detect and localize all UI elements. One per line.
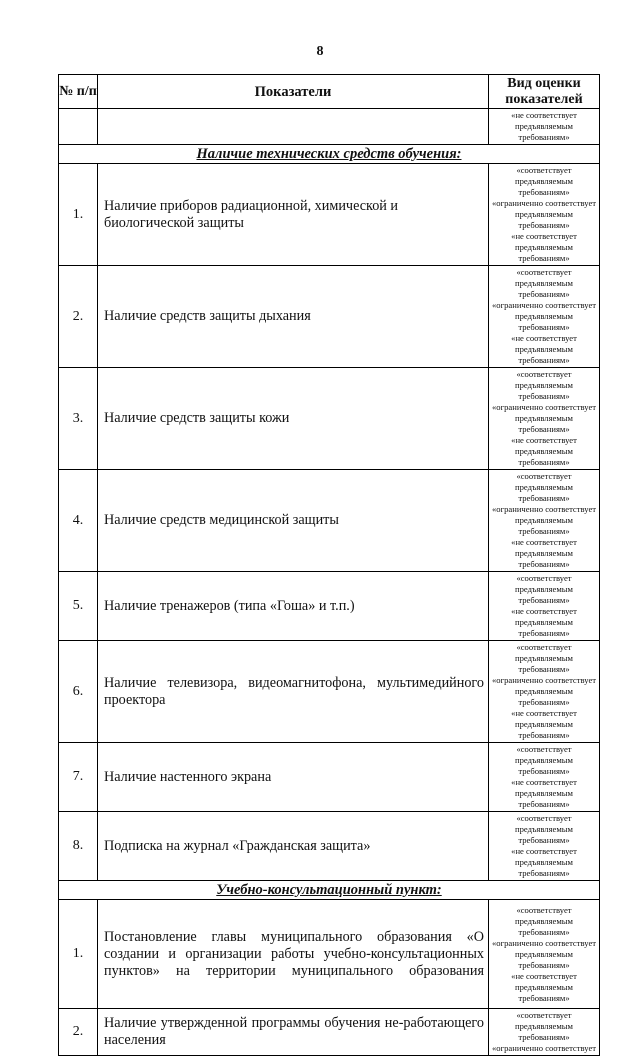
eval-line: требованиям»	[518, 253, 570, 263]
eval-line: «не соответствует предъявляемым	[511, 708, 577, 729]
eval-line: «ограниченно соответствует	[491, 198, 597, 208]
eval-line: требованиям»	[518, 835, 570, 845]
eval-line: «не соответствует предъявляемым	[511, 537, 577, 558]
row-number: 2.	[59, 266, 98, 368]
continuation-row	[59, 109, 600, 145]
continuation-indicator	[98, 109, 489, 145]
row-number: 3.	[59, 368, 98, 470]
eval-line: требованиям»	[518, 187, 570, 197]
row-number: 2.	[59, 1009, 98, 1056]
indicators-table	[58, 74, 600, 1056]
eval-line: предъявляемым требованиям»	[514, 686, 574, 707]
eval-line: «не соответствует предъявляемым	[511, 777, 577, 798]
eval-line: «соответствует предъявляемым	[514, 813, 574, 834]
evaluation-cell	[489, 266, 600, 368]
indicator-text: Наличие средств защиты кожи	[98, 368, 489, 470]
evaluation-cell	[489, 572, 600, 641]
table-header-row	[59, 75, 600, 109]
eval-line: требованиям»	[518, 628, 570, 638]
indicator-text: Наличие настенного экрана	[98, 743, 489, 812]
eval-line: предъявляемым требованиям»	[514, 311, 574, 332]
section-row	[59, 881, 600, 900]
section-title-text: Учебно-консультационный пункт:	[216, 881, 442, 898]
page-number: 8	[316, 44, 324, 59]
section-row	[59, 145, 600, 164]
table-row	[59, 641, 600, 743]
section-title-consultation	[59, 881, 600, 900]
continuation-num	[59, 109, 98, 145]
eval-line: «ограниченно соответствует	[491, 1043, 597, 1053]
eval-line: требованиям»	[518, 799, 570, 809]
row-number: 4.	[59, 470, 98, 572]
evaluation-cell	[489, 641, 600, 743]
eval-line: «соответствует предъявляемым	[514, 573, 574, 594]
indicator-text: Наличие средств защиты дыхания	[98, 266, 489, 368]
eval-line: требованиям»	[518, 559, 570, 569]
eval-line: «не соответствует предъявляемым	[511, 606, 577, 627]
row-number: 8.	[59, 812, 98, 881]
eval-line: «соответствует предъявляемым	[514, 744, 574, 765]
eval-line: «не соответствует предъявляемым	[511, 970, 577, 992]
eval-line: требованиям»	[518, 391, 570, 401]
indicator-text: Постановление главы муниципального образования «О создании и организации работы учебно-консультационных пунктов» на территории муниципального образования	[98, 900, 489, 1009]
eval-line: «соответствует предъявляемым	[514, 904, 574, 926]
section-title-text: Наличие технических средств обучения:	[196, 145, 462, 162]
evaluation-cell	[489, 743, 600, 812]
row-number: 7.	[59, 743, 98, 812]
table-row	[59, 266, 600, 368]
header-indicators: Показатели	[98, 75, 489, 109]
eval-line: предъявляемым требованиям»	[514, 948, 574, 970]
indicator-text: Наличие утвержденной программы обучения не-работающего населения	[98, 1009, 489, 1056]
eval-line: требованиям»	[518, 1032, 570, 1042]
row-number: 1.	[59, 164, 98, 266]
eval-line: требованиям»	[518, 595, 570, 605]
eval-line: требованиям»	[518, 132, 570, 142]
eval-line: требованиям»	[518, 493, 570, 503]
eval-line: требованиям»	[518, 457, 570, 467]
indicator-text: Наличие тренажеров (типа «Гоша» и т.п.)	[98, 572, 489, 641]
eval-line: «соответствует предъявляемым	[514, 642, 574, 663]
eval-line: «не соответствует предъявляемым	[511, 435, 577, 456]
table-row	[59, 164, 600, 266]
row-number: 6.	[59, 641, 98, 743]
eval-line: «не соответствует предъявляемым	[511, 110, 577, 131]
row-number: 1.	[59, 900, 98, 1009]
eval-line: требованиям»	[518, 355, 570, 365]
evaluation-cell	[489, 164, 600, 266]
eval-line: предъявляемым требованиям»	[514, 209, 574, 230]
table-row	[59, 368, 600, 470]
eval-line: «ограниченно соответствует	[491, 504, 597, 514]
table-row	[59, 470, 600, 572]
indicator-text: Наличие телевизора, видеомагнитофона, мультимедийного проектора	[98, 641, 489, 743]
evaluation-cell	[489, 900, 600, 1009]
evaluation-cell	[489, 812, 600, 881]
eval-line: «соответствует предъявляемым	[514, 267, 574, 288]
eval-line: «соответствует предъявляемым	[514, 471, 574, 492]
table-row	[59, 900, 600, 1009]
row-number: 5.	[59, 572, 98, 641]
table-row	[59, 572, 600, 641]
eval-line: «соответствует предъявляемым	[514, 1010, 574, 1031]
table-row	[59, 1009, 600, 1056]
eval-line: «не соответствует предъявляемым	[511, 333, 577, 354]
evaluation-cell	[489, 470, 600, 572]
eval-line: требованиям»	[518, 766, 570, 776]
eval-line: требованиям»	[518, 992, 570, 1003]
indicator-text: Наличие приборов радиационной, химической и биологической защиты	[98, 164, 489, 266]
eval-line: предъявляемым требованиям»	[514, 413, 574, 434]
eval-line: «ограниченно соответствует	[491, 937, 597, 948]
eval-line: требованиям»	[518, 730, 570, 740]
eval-line: требованиям»	[518, 289, 570, 299]
evaluation-cell	[489, 109, 600, 145]
eval-line: требованиям»	[518, 868, 570, 878]
evaluation-cell	[489, 1009, 600, 1056]
eval-line: предъявляемым требованиям»	[514, 515, 574, 536]
eval-line: требованиям»	[518, 926, 570, 937]
header-number: № п/п	[59, 75, 98, 109]
eval-line: «ограниченно соответствует	[491, 675, 597, 685]
eval-line: «ограниченно соответствует	[491, 300, 597, 310]
eval-line: «не соответствует предъявляемым	[511, 231, 577, 252]
table-row	[59, 743, 600, 812]
eval-line: требованиям»	[518, 664, 570, 674]
eval-line: «соответствует предъявляемым	[514, 165, 574, 186]
indicator-text: Подписка на журнал «Гражданская защита»	[98, 812, 489, 881]
eval-line: «соответствует предъявляемым	[514, 369, 574, 390]
section-title-technical	[59, 145, 600, 164]
table-row	[59, 812, 600, 881]
indicator-text: Наличие средств медицинской защиты	[98, 470, 489, 572]
header-evaluation: Вид оценки показателей	[489, 75, 600, 109]
eval-line: «ограниченно соответствует	[491, 402, 597, 412]
eval-line: «не соответствует предъявляемым	[511, 846, 577, 867]
evaluation-cell	[489, 368, 600, 470]
